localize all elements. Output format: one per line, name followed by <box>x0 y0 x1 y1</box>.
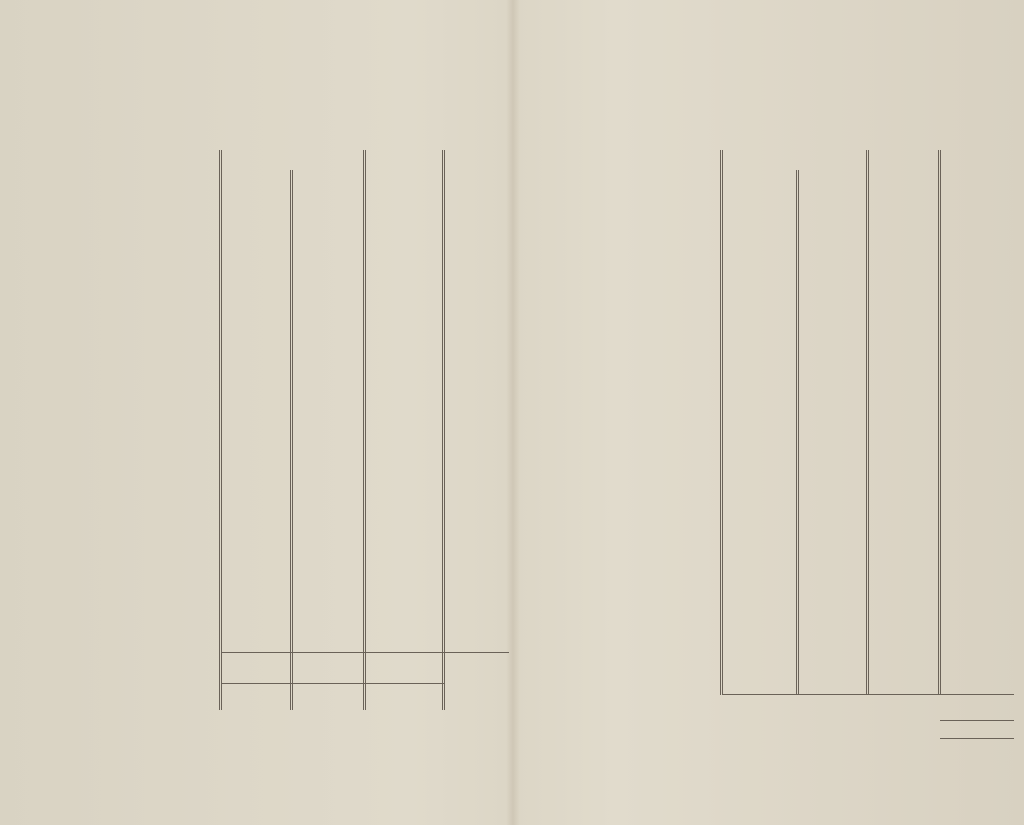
page-fold <box>506 0 520 825</box>
